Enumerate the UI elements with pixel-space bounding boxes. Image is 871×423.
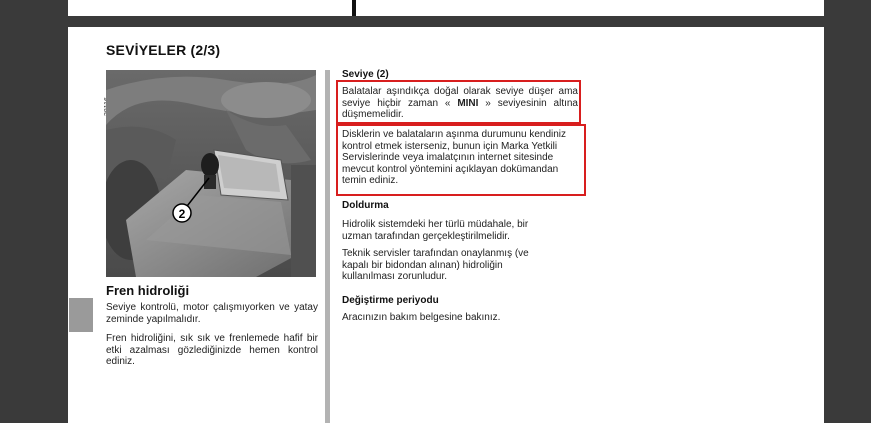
callout-number: 2 — [178, 207, 186, 221]
replacement-period-paragraph: Aracınızın bakım belgesine bakınız. — [342, 312, 501, 323]
previous-page-edge — [68, 0, 824, 16]
fill-paragraph-2: Teknik servisler tarafından onaylanmış (ve kapalı bir bidondan alınan) hidroliğin kullanılması zorunludur. — [342, 248, 529, 282]
previous-page-divider — [352, 0, 356, 16]
level-paragraph-1: Balatalar aşındıkça doğal olarak seviye düşer ama seviye hiçbir zaman « MINI » seviyesinin altına düşmemelidir. — [342, 86, 578, 120]
engine-bay-photo — [106, 70, 316, 277]
section-tab — [69, 298, 93, 332]
fill-title: Doldurma — [342, 200, 389, 211]
mini-mark: MINI — [457, 97, 479, 109]
level-paragraph-2: Disklerin ve balataların aşınma durumunu kendiniz kontrol etmek isterseniz, bunun için Marka Yetkili Servislerinde veya imalatçının internet sitesinde mevcut kontrol yöntemini açıklayan dokümandan temin ediniz. — [342, 129, 567, 186]
brake-fluid-paragraph-1: Seviye kontrolü, motor çalışmıyorken ve yatay zeminde yapılmalıdır. — [106, 302, 318, 325]
column-divider — [325, 70, 330, 423]
level-title: Seviye (2) — [342, 69, 389, 80]
brake-fluid-title: Fren hidroliği — [106, 283, 190, 298]
brake-fluid-paragraph-2: Fren hidroliğini, sık sık ve frenlemede hafif bir etki azalması gözlediğinizde hemen kontrol ediniz. — [106, 333, 318, 367]
replacement-period-title: Değiştirme periyodu — [342, 295, 439, 306]
fill-paragraph-1: Hidrolik sistemdeki her türlü müdahale, bir uzman tarafından gerçekleştirilmelidir. — [342, 219, 529, 242]
page-heading: SEVİYELER (2/3) — [106, 42, 221, 58]
